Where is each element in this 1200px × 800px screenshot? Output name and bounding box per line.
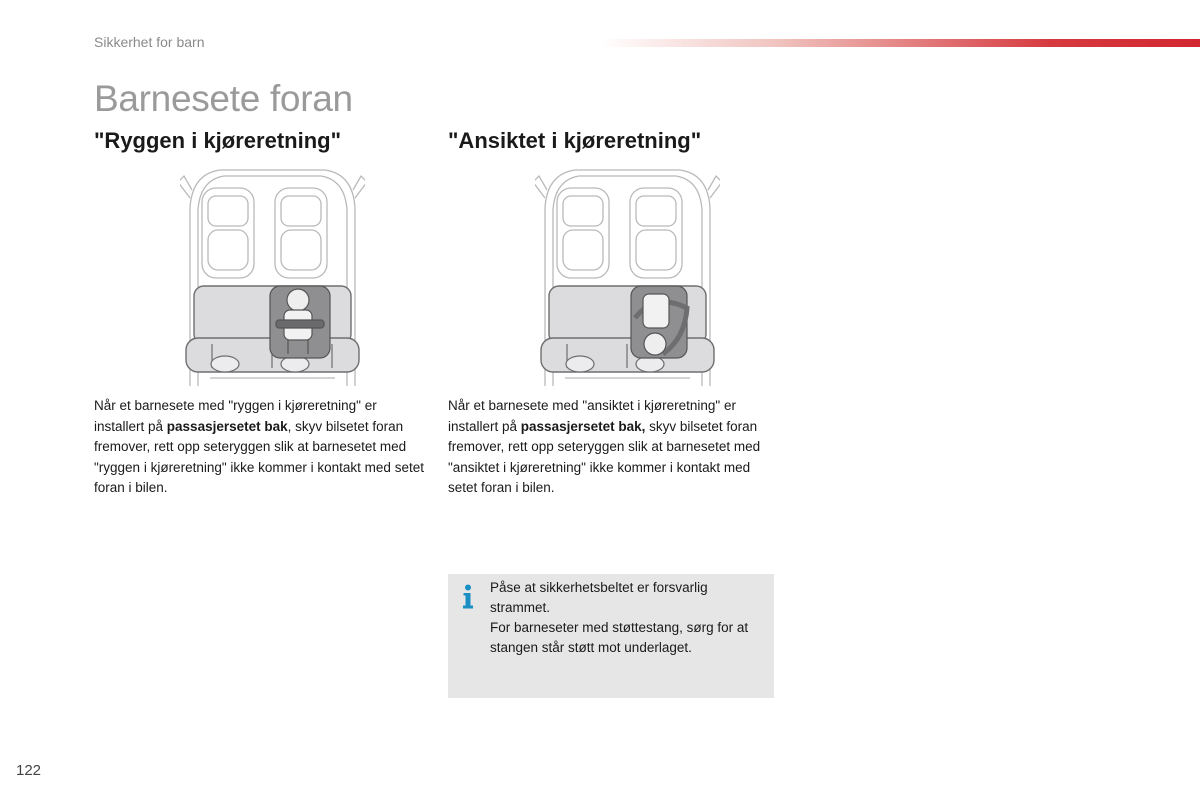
- heading-forward-facing: "Ansiktet i kjøreretning": [448, 128, 702, 153]
- paragraph-rear-facing-bold: passasjersetet bak: [166, 418, 288, 434]
- car-forward-facing-seat-illustration: [535, 168, 720, 388]
- running-header: Sikkerhet for barn: [94, 34, 205, 50]
- car-rear-facing-seat-illustration: [180, 168, 365, 388]
- info-line-1: Påse at sikkerhetsbeltet er forsvarlig strammet.: [490, 580, 708, 615]
- page-number: 122: [16, 762, 42, 779]
- info-text: [490, 578, 760, 658]
- header-accent-bar: [600, 39, 1200, 47]
- paragraph-forward-facing-bold: passasjersetet bak,: [520, 418, 646, 434]
- info-icon: [462, 584, 474, 610]
- info-line-2: For barneseter med støttestang, sørg for at stangen står støtt mot underlaget.: [490, 620, 749, 655]
- heading-rear-facing: "Ryggen i kjøreretning": [94, 128, 342, 153]
- page-title: Barnesete foran: [94, 78, 353, 119]
- paragraph-forward-facing-text-1: Når et barnesete med "ansiktet i kjøreretning" er installert på: [448, 398, 736, 434]
- paragraph-rear-facing: [94, 396, 424, 499]
- paragraph-forward-facing: [448, 396, 778, 499]
- paragraph-rear-facing-text-2: , skyv bilsetet foran fremover, rett opp seteryggen slik at barnesetet med "ryggen i kjøreretning" ikke kommer i kontakt med setet foran i bilen.: [94, 418, 424, 495]
- paragraph-rear-facing-text-1: Når et barnesete med "ryggen i kjøreretning" er installert på: [94, 398, 377, 434]
- info-box: [448, 574, 774, 698]
- paragraph-forward-facing-text-2: skyv bilsetet foran fremover, rett opp seteryggen slik at barnesetet med "ansiktet i kjøreretning" ikke kommer i kontakt med setet foran i bilen.: [448, 418, 761, 495]
